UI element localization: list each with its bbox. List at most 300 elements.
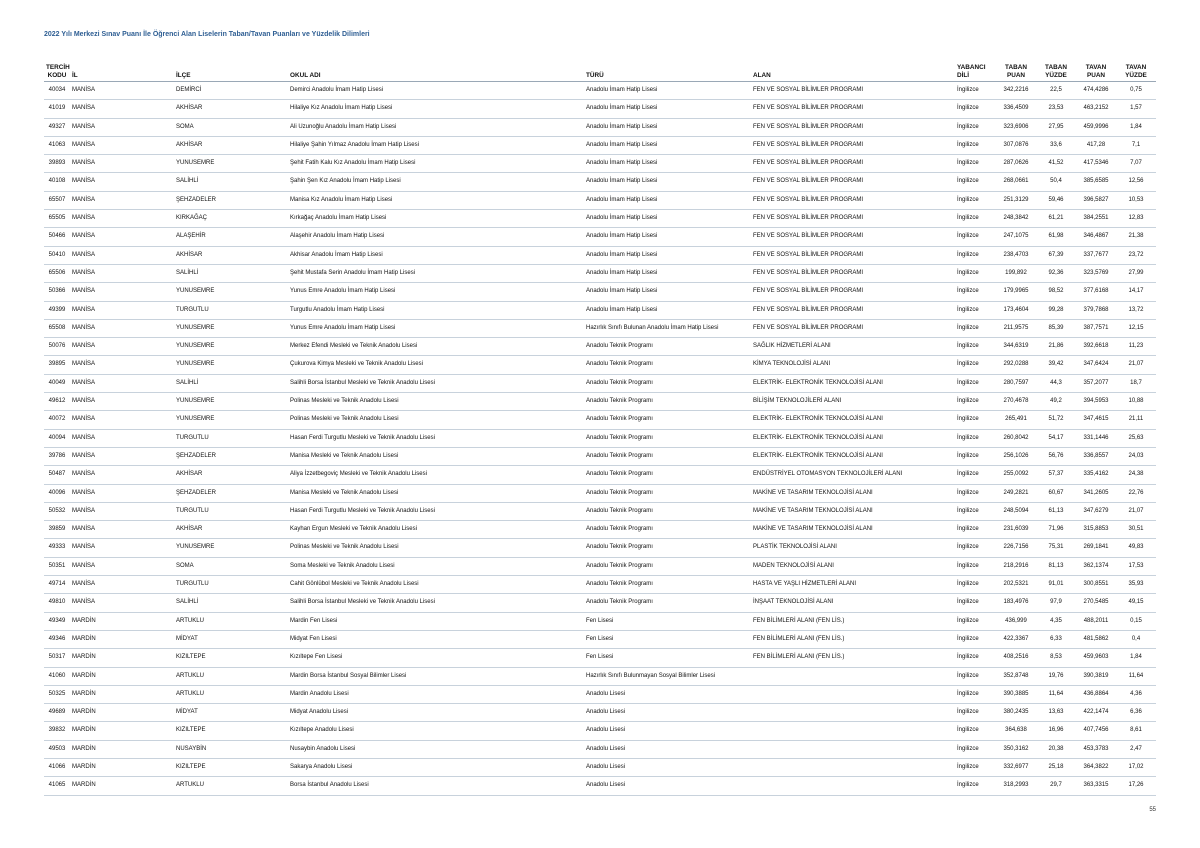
cell-tavan-yuzde: 0,4: [1116, 630, 1156, 648]
cell-okul-adi: Şehit Fatih Kalu Kız Anadolu İmam Hatip Lisesi: [288, 155, 584, 173]
cell-alan: FEN VE SOSYAL BİLİMLER PROGRAMI: [751, 246, 955, 264]
cell-tercih-kodu: 50532: [44, 502, 70, 520]
cell-yabanci-dili: İngilizce: [955, 210, 996, 228]
cell-turu: Hazırlık Sınıfı Bulunmayan Sosyal Bilimler Lisesi: [584, 667, 751, 685]
cell-alan: FEN VE SOSYAL BİLİMLER PROGRAMI: [751, 264, 955, 282]
cell-turu: Anadolu İmam Hatip Lisesi: [584, 155, 751, 173]
cell-tavan-yuzde: 49,15: [1116, 594, 1156, 612]
cell-tavan-puan: 390,3819: [1076, 667, 1116, 685]
cell-tercih-kodu: 50317: [44, 649, 70, 667]
cell-turu: Anadolu Teknik Programı: [584, 576, 751, 594]
table-row: [44, 630, 1156, 648]
cell-taban-yuzde: 61,13: [1036, 502, 1076, 520]
cell-tercih-kodu: 49612: [44, 393, 70, 411]
cell-alan: FEN BİLİMLERİ ALANI (FEN LİS.): [751, 630, 955, 648]
cell-yabanci-dili: İngilizce: [955, 557, 996, 575]
cell-taban-puan: 248,5094: [996, 502, 1036, 520]
cell-yabanci-dili: İngilizce: [955, 630, 996, 648]
cell-taban-yuzde: 11,64: [1036, 685, 1076, 703]
cell-tavan-yuzde: 17,26: [1116, 777, 1156, 795]
cell-ilce: SALİHLİ: [174, 173, 288, 191]
cell-okul-adi: Polinas Mesleki ve Teknik Anadolu Lisesi: [288, 411, 584, 429]
cell-tavan-yuzde: 6,36: [1116, 704, 1156, 722]
cell-taban-yuzde: 39,42: [1036, 356, 1076, 374]
cell-taban-yuzde: 49,2: [1036, 393, 1076, 411]
cell-il: MANİSA: [70, 118, 174, 136]
cell-taban-yuzde: 98,52: [1036, 283, 1076, 301]
cell-yabanci-dili: İngilizce: [955, 393, 996, 411]
cell-il: MARDİN: [70, 630, 174, 648]
cell-tavan-yuzde: 0,15: [1116, 612, 1156, 630]
cell-alan: KİMYA TEKNOLOJİSİ ALANI: [751, 356, 955, 374]
cell-tavan-puan: 337,7677: [1076, 246, 1116, 264]
header-tavan-yuzde: TAVAN YÜZDE: [1116, 57, 1156, 82]
cell-ilce: YUNUSEMRE: [174, 539, 288, 557]
cell-okul-adi: Mardin Borsa İstanbul Sosyal Bilimler Lisesi: [288, 667, 584, 685]
cell-tavan-puan: 417,28: [1076, 136, 1116, 154]
cell-taban-puan: 268,0661: [996, 173, 1036, 191]
cell-okul-adi: Manisa Kız Anadolu İmam Hatip Lisesi: [288, 191, 584, 209]
cell-okul-adi: Aliya İzzetbegoviç Mesleki ve Teknik Anadolu Lisesi: [288, 466, 584, 484]
cell-alan: FEN VE SOSYAL BİLİMLER PROGRAMI: [751, 155, 955, 173]
header-taban-yuzde: TABAN YÜZDE: [1036, 57, 1076, 82]
cell-tavan-yuzde: 7,07: [1116, 155, 1156, 173]
cell-yabanci-dili: İngilizce: [955, 740, 996, 758]
cell-alan: ELEKTRİK- ELEKTRONİK TEKNOLOJİSİ ALANI: [751, 447, 955, 465]
table-row: [44, 447, 1156, 465]
cell-il: MANİSA: [70, 319, 174, 337]
table-row: [44, 722, 1156, 740]
table-row: [44, 82, 1156, 100]
cell-okul-adi: Mardin Fen Lisesi: [288, 612, 584, 630]
cell-taban-puan: 364,638: [996, 722, 1036, 740]
cell-yabanci-dili: İngilizce: [955, 155, 996, 173]
cell-il: MANİSA: [70, 338, 174, 356]
header-ilce: İLÇE: [174, 57, 288, 82]
cell-tavan-puan: 463,2152: [1076, 100, 1116, 118]
cell-ilce: SALİHLİ: [174, 264, 288, 282]
cell-taban-puan: 280,7597: [996, 374, 1036, 392]
cell-il: MANİSA: [70, 374, 174, 392]
cell-okul-adi: Midyat Fen Lisesi: [288, 630, 584, 648]
cell-ilce: ALAŞEHİR: [174, 228, 288, 246]
cell-turu: Anadolu Teknik Programı: [584, 557, 751, 575]
cell-ilce: AKHİSAR: [174, 466, 288, 484]
cell-alan: FEN VE SOSYAL BİLİMLER PROGRAMI: [751, 100, 955, 118]
cell-taban-yuzde: 60,67: [1036, 484, 1076, 502]
cell-tercih-kodu: 40049: [44, 374, 70, 392]
cell-yabanci-dili: İngilizce: [955, 100, 996, 118]
cell-tercih-kodu: 49399: [44, 301, 70, 319]
cell-okul-adi: Yunus Emre Anadolu İmam Hatip Lisesi: [288, 319, 584, 337]
cell-yabanci-dili: İngilizce: [955, 447, 996, 465]
cell-tavan-puan: 422,1474: [1076, 704, 1116, 722]
cell-taban-yuzde: 59,46: [1036, 191, 1076, 209]
cell-taban-yuzde: 22,5: [1036, 82, 1076, 100]
cell-yabanci-dili: İngilizce: [955, 722, 996, 740]
cell-tercih-kodu: 49327: [44, 118, 70, 136]
cell-tercih-kodu: 65507: [44, 191, 70, 209]
cell-alan: SAĞLIK HİZMETLERİ ALANI: [751, 338, 955, 356]
cell-ilce: TURGUTLU: [174, 576, 288, 594]
cell-yabanci-dili: İngilizce: [955, 502, 996, 520]
cell-taban-puan: 256,1026: [996, 447, 1036, 465]
cell-alan: FEN VE SOSYAL BİLİMLER PROGRAMI: [751, 319, 955, 337]
cell-okul-adi: Kayhan Ergun Mesleki ve Teknik Anadolu Lisesi: [288, 521, 584, 539]
cell-taban-puan: 390,3885: [996, 685, 1036, 703]
table-row: [44, 594, 1156, 612]
cell-il: MANİSA: [70, 228, 174, 246]
cell-alan: MAKİNE VE TASARIM TEKNOLOJİSİ ALANI: [751, 502, 955, 520]
cell-tavan-puan: 357,2077: [1076, 374, 1116, 392]
cell-tercih-kodu: 65508: [44, 319, 70, 337]
cell-tavan-yuzde: 17,02: [1116, 758, 1156, 776]
cell-tavan-puan: 474,4286: [1076, 82, 1116, 100]
cell-tavan-puan: 459,9996: [1076, 118, 1116, 136]
cell-taban-puan: 199,892: [996, 264, 1036, 282]
cell-il: MANİSA: [70, 283, 174, 301]
cell-taban-puan: 336,4509: [996, 100, 1036, 118]
cell-tavan-yuzde: 11,64: [1116, 667, 1156, 685]
cell-taban-puan: 323,6906: [996, 118, 1036, 136]
cell-turu: Fen Lisesi: [584, 630, 751, 648]
cell-taban-puan: 248,3842: [996, 210, 1036, 228]
cell-yabanci-dili: İngilizce: [955, 82, 996, 100]
cell-alan: FEN BİLİMLERİ ALANI (FEN LİS.): [751, 649, 955, 667]
cell-il: MANİSA: [70, 136, 174, 154]
cell-tavan-puan: 392,6618: [1076, 338, 1116, 356]
cell-okul-adi: Kızıltepe Fen Lisesi: [288, 649, 584, 667]
cell-il: MARDİN: [70, 777, 174, 795]
cell-taban-yuzde: 16,96: [1036, 722, 1076, 740]
cell-taban-yuzde: 41,52: [1036, 155, 1076, 173]
cell-turu: Anadolu İmam Hatip Lisesi: [584, 210, 751, 228]
cell-tercih-kodu: 41063: [44, 136, 70, 154]
header-row: [44, 57, 1156, 82]
cell-okul-adi: Cahit Gönlübol Mesleki ve Teknik Anadolu Lisesi: [288, 576, 584, 594]
cell-okul-adi: Manisa Mesleki ve Teknik Anadolu Lisesi: [288, 447, 584, 465]
cell-tavan-yuzde: 23,72: [1116, 246, 1156, 264]
cell-tercih-kodu: 49689: [44, 704, 70, 722]
cell-okul-adi: Hasan Ferdi Turgutlu Mesleki ve Teknik Anadolu Lisesi: [288, 502, 584, 520]
cell-tavan-puan: 377,6168: [1076, 283, 1116, 301]
table-row: [44, 191, 1156, 209]
cell-yabanci-dili: İngilizce: [955, 338, 996, 356]
cell-tercih-kodu: 41019: [44, 100, 70, 118]
cell-ilce: KIRKAĞAÇ: [174, 210, 288, 228]
cell-tavan-yuzde: 1,84: [1116, 118, 1156, 136]
cell-taban-puan: 332,6977: [996, 758, 1036, 776]
cell-ilce: KIZILTEPE: [174, 758, 288, 776]
cell-taban-puan: 202,5321: [996, 576, 1036, 594]
cell-turu: Fen Lisesi: [584, 649, 751, 667]
cell-il: MANİSA: [70, 264, 174, 282]
cell-taban-yuzde: 97,9: [1036, 594, 1076, 612]
cell-il: MARDİN: [70, 704, 174, 722]
cell-taban-puan: 260,8042: [996, 429, 1036, 447]
cell-taban-yuzde: 61,21: [1036, 210, 1076, 228]
cell-turu: Anadolu Lisesi: [584, 685, 751, 703]
cell-turu: Anadolu Teknik Programı: [584, 374, 751, 392]
cell-il: MANİSA: [70, 100, 174, 118]
cell-okul-adi: Hasan Ferdi Turgutlu Mesleki ve Teknik Anadolu Lisesi: [288, 429, 584, 447]
cell-yabanci-dili: İngilizce: [955, 521, 996, 539]
cell-turu: Anadolu İmam Hatip Lisesi: [584, 136, 751, 154]
cell-ilce: YUNUSEMRE: [174, 411, 288, 429]
cell-ilce: ŞEHZADELER: [174, 484, 288, 502]
cell-taban-yuzde: 56,76: [1036, 447, 1076, 465]
cell-tercih-kodu: 40072: [44, 411, 70, 429]
cell-tavan-puan: 394,5953: [1076, 393, 1116, 411]
cell-tavan-puan: 347,4615: [1076, 411, 1116, 429]
cell-tercih-kodu: 49503: [44, 740, 70, 758]
cell-tercih-kodu: 50410: [44, 246, 70, 264]
cell-il: MANİSA: [70, 466, 174, 484]
cell-taban-yuzde: 75,31: [1036, 539, 1076, 557]
cell-taban-puan: 265,491: [996, 411, 1036, 429]
cell-okul-adi: Nusaybin Anadolu Lisesi: [288, 740, 584, 758]
cell-turu: Anadolu İmam Hatip Lisesi: [584, 228, 751, 246]
cell-taban-yuzde: 33,6: [1036, 136, 1076, 154]
cell-tavan-yuzde: 24,38: [1116, 466, 1156, 484]
table-row: [44, 411, 1156, 429]
cell-taban-puan: 436,999: [996, 612, 1036, 630]
cell-taban-puan: 251,3129: [996, 191, 1036, 209]
cell-tavan-yuzde: 1,57: [1116, 100, 1156, 118]
table-row: [44, 319, 1156, 337]
cell-ilce: ARTUKLU: [174, 667, 288, 685]
header-alan: ALAN: [751, 57, 955, 82]
cell-yabanci-dili: İngilizce: [955, 136, 996, 154]
cell-taban-puan: 247,1075: [996, 228, 1036, 246]
cell-alan: ENDÜSTRİYEL OTOMASYON TEKNOLOJİLERİ ALANI: [751, 466, 955, 484]
cell-il: MANİSA: [70, 246, 174, 264]
cell-taban-yuzde: 81,13: [1036, 557, 1076, 575]
scores-table: [44, 57, 1156, 796]
cell-il: MANİSA: [70, 155, 174, 173]
cell-taban-puan: 422,3367: [996, 630, 1036, 648]
table-row: [44, 685, 1156, 703]
cell-il: MANİSA: [70, 356, 174, 374]
cell-tavan-puan: 387,7571: [1076, 319, 1116, 337]
cell-taban-yuzde: 4,35: [1036, 612, 1076, 630]
cell-tavan-yuzde: 14,17: [1116, 283, 1156, 301]
cell-tercih-kodu: 39895: [44, 356, 70, 374]
cell-turu: Anadolu Teknik Programı: [584, 356, 751, 374]
cell-il: MANİSA: [70, 557, 174, 575]
cell-tavan-yuzde: 1,84: [1116, 649, 1156, 667]
cell-il: MANİSA: [70, 502, 174, 520]
cell-tavan-yuzde: 21,07: [1116, 356, 1156, 374]
cell-tercih-kodu: 49714: [44, 576, 70, 594]
cell-turu: Hazırlık Sınıfı Bulunan Anadolu İmam Hatip Lisesi: [584, 319, 751, 337]
cell-tavan-puan: 347,6279: [1076, 502, 1116, 520]
cell-tercih-kodu: 40108: [44, 173, 70, 191]
cell-turu: Anadolu Lisesi: [584, 740, 751, 758]
cell-ilce: YUNUSEMRE: [174, 283, 288, 301]
cell-taban-puan: 292,0288: [996, 356, 1036, 374]
table-row: [44, 539, 1156, 557]
cell-ilce: KIZILTEPE: [174, 722, 288, 740]
cell-alan: PLASTİK TEKNOLOJİSİ ALANI: [751, 539, 955, 557]
header-yabanci-dili: YABANCI DİLİ: [955, 57, 996, 82]
cell-okul-adi: Merkez Efendi Mesleki ve Teknik Anadolu Lisesi: [288, 338, 584, 356]
cell-yabanci-dili: İngilizce: [955, 576, 996, 594]
cell-taban-yuzde: 44,3: [1036, 374, 1076, 392]
cell-okul-adi: Sakarya Anadolu Lisesi: [288, 758, 584, 776]
cell-turu: Anadolu Lisesi: [584, 704, 751, 722]
cell-tavan-puan: 379,7868: [1076, 301, 1116, 319]
cell-tavan-yuzde: 7,1: [1116, 136, 1156, 154]
cell-tercih-kodu: 50351: [44, 557, 70, 575]
cell-alan: FEN VE SOSYAL BİLİMLER PROGRAMI: [751, 136, 955, 154]
cell-tercih-kodu: 39859: [44, 521, 70, 539]
cell-ilce: KIZILTEPE: [174, 649, 288, 667]
cell-yabanci-dili: İngilizce: [955, 466, 996, 484]
cell-tavan-puan: 269,1841: [1076, 539, 1116, 557]
cell-tavan-yuzde: 27,99: [1116, 264, 1156, 282]
cell-tavan-puan: 488,2011: [1076, 612, 1116, 630]
cell-yabanci-dili: İngilizce: [955, 612, 996, 630]
cell-tercih-kodu: 50076: [44, 338, 70, 356]
cell-alan: FEN VE SOSYAL BİLİMLER PROGRAMI: [751, 82, 955, 100]
cell-il: MANİSA: [70, 191, 174, 209]
cell-ilce: ARTUKLU: [174, 685, 288, 703]
cell-il: MARDİN: [70, 758, 174, 776]
cell-ilce: YUNUSEMRE: [174, 393, 288, 411]
cell-okul-adi: Midyat Anadolu Lisesi: [288, 704, 584, 722]
cell-ilce: AKHİSAR: [174, 136, 288, 154]
cell-tavan-puan: 335,4162: [1076, 466, 1116, 484]
cell-tavan-yuzde: 17,53: [1116, 557, 1156, 575]
cell-taban-puan: 238,4703: [996, 246, 1036, 264]
cell-okul-adi: Akhisar Anadolu İmam Hatip Lisesi: [288, 246, 584, 264]
table-row: [44, 466, 1156, 484]
cell-turu: Anadolu İmam Hatip Lisesi: [584, 283, 751, 301]
cell-tercih-kodu: 39786: [44, 447, 70, 465]
cell-ilce: SALİHLİ: [174, 374, 288, 392]
cell-tavan-puan: 364,3822: [1076, 758, 1116, 776]
cell-tavan-yuzde: 12,83: [1116, 210, 1156, 228]
cell-alan: FEN VE SOSYAL BİLİMLER PROGRAMI: [751, 191, 955, 209]
cell-tercih-kodu: 40034: [44, 82, 70, 100]
cell-taban-puan: 226,7156: [996, 539, 1036, 557]
cell-taban-yuzde: 61,98: [1036, 228, 1076, 246]
cell-ilce: ŞEHZADELER: [174, 191, 288, 209]
cell-il: MANİSA: [70, 301, 174, 319]
cell-tavan-puan: 481,5862: [1076, 630, 1116, 648]
cell-okul-adi: Demirci Anadolu İmam Hatip Lisesi: [288, 82, 584, 100]
table-row: [44, 118, 1156, 136]
table-row: [44, 100, 1156, 118]
table-row: [44, 393, 1156, 411]
cell-turu: Anadolu Teknik Programı: [584, 429, 751, 447]
cell-yabanci-dili: İngilizce: [955, 191, 996, 209]
cell-okul-adi: Kırkağaç Anadolu İmam Hatip Lisesi: [288, 210, 584, 228]
cell-yabanci-dili: İngilizce: [955, 319, 996, 337]
cell-tercih-kodu: 40096: [44, 484, 70, 502]
cell-il: MANİSA: [70, 411, 174, 429]
cell-tavan-yuzde: 24,03: [1116, 447, 1156, 465]
cell-taban-yuzde: 20,38: [1036, 740, 1076, 758]
cell-taban-puan: 255,0092: [996, 466, 1036, 484]
cell-tavan-puan: 323,5769: [1076, 264, 1116, 282]
cell-tavan-puan: 436,8864: [1076, 685, 1116, 703]
cell-tavan-puan: 407,7456: [1076, 722, 1116, 740]
cell-taban-yuzde: 71,96: [1036, 521, 1076, 539]
cell-tavan-yuzde: 12,15: [1116, 319, 1156, 337]
cell-tavan-puan: 300,8551: [1076, 576, 1116, 594]
cell-il: MARDİN: [70, 667, 174, 685]
cell-tavan-yuzde: 8,61: [1116, 722, 1156, 740]
cell-ilce: YUNUSEMRE: [174, 155, 288, 173]
cell-yabanci-dili: İngilizce: [955, 758, 996, 776]
cell-alan: FEN VE SOSYAL BİLİMLER PROGRAMI: [751, 301, 955, 319]
cell-ilce: YUNUSEMRE: [174, 319, 288, 337]
cell-tercih-kodu: 49333: [44, 539, 70, 557]
cell-tercih-kodu: 40094: [44, 429, 70, 447]
cell-tavan-puan: 336,8557: [1076, 447, 1116, 465]
table-row: [44, 502, 1156, 520]
cell-taban-puan: 408,2516: [996, 649, 1036, 667]
cell-taban-puan: 307,0876: [996, 136, 1036, 154]
cell-turu: Anadolu Teknik Programı: [584, 411, 751, 429]
cell-tercih-kodu: 49346: [44, 630, 70, 648]
cell-okul-adi: Yunus Emre Anadolu İmam Hatip Lisesi: [288, 283, 584, 301]
cell-tercih-kodu: 41065: [44, 777, 70, 795]
cell-alan: ELEKTRİK- ELEKTRONİK TEKNOLOJİSİ ALANI: [751, 374, 955, 392]
cell-turu: Anadolu Teknik Programı: [584, 539, 751, 557]
cell-alan: FEN VE SOSYAL BİLİMLER PROGRAMI: [751, 210, 955, 228]
cell-okul-adi: Turgutlu Anadolu İmam Hatip Lisesi: [288, 301, 584, 319]
cell-tavan-yuzde: 49,83: [1116, 539, 1156, 557]
cell-taban-puan: 218,2916: [996, 557, 1036, 575]
table-row: [44, 301, 1156, 319]
cell-il: MARDİN: [70, 722, 174, 740]
cell-taban-puan: 342,2216: [996, 82, 1036, 100]
cell-ilce: SOMA: [174, 557, 288, 575]
cell-tercih-kodu: 65505: [44, 210, 70, 228]
cell-tavan-puan: 341,2605: [1076, 484, 1116, 502]
cell-tavan-puan: 384,2551: [1076, 210, 1116, 228]
cell-turu: Anadolu İmam Hatip Lisesi: [584, 118, 751, 136]
cell-tavan-puan: 363,3315: [1076, 777, 1116, 795]
cell-tercih-kodu: 50487: [44, 466, 70, 484]
cell-turu: Anadolu İmam Hatip Lisesi: [584, 173, 751, 191]
table-row: [44, 484, 1156, 502]
cell-tavan-yuzde: 10,53: [1116, 191, 1156, 209]
cell-ilce: TURGUTLU: [174, 301, 288, 319]
page-number: 55: [1149, 807, 1156, 813]
cell-ilce: TURGUTLU: [174, 502, 288, 520]
cell-yabanci-dili: İngilizce: [955, 228, 996, 246]
cell-yabanci-dili: İngilizce: [955, 246, 996, 264]
cell-tercih-kodu: 49810: [44, 594, 70, 612]
cell-tercih-kodu: 50466: [44, 228, 70, 246]
cell-taban-yuzde: 54,17: [1036, 429, 1076, 447]
cell-il: MANİSA: [70, 576, 174, 594]
cell-tercih-kodu: 49349: [44, 612, 70, 630]
cell-il: MANİSA: [70, 210, 174, 228]
cell-yabanci-dili: İngilizce: [955, 264, 996, 282]
cell-turu: Anadolu İmam Hatip Lisesi: [584, 191, 751, 209]
cell-taban-yuzde: 91,01: [1036, 576, 1076, 594]
cell-alan: MADEN TEKNOLOJİSİ ALANI: [751, 557, 955, 575]
cell-ilce: YUNUSEMRE: [174, 338, 288, 356]
cell-tavan-yuzde: 11,23: [1116, 338, 1156, 356]
cell-taban-puan: 352,8748: [996, 667, 1036, 685]
cell-alan: ELEKTRİK- ELEKTRONİK TEKNOLOJİSİ ALANI: [751, 429, 955, 447]
